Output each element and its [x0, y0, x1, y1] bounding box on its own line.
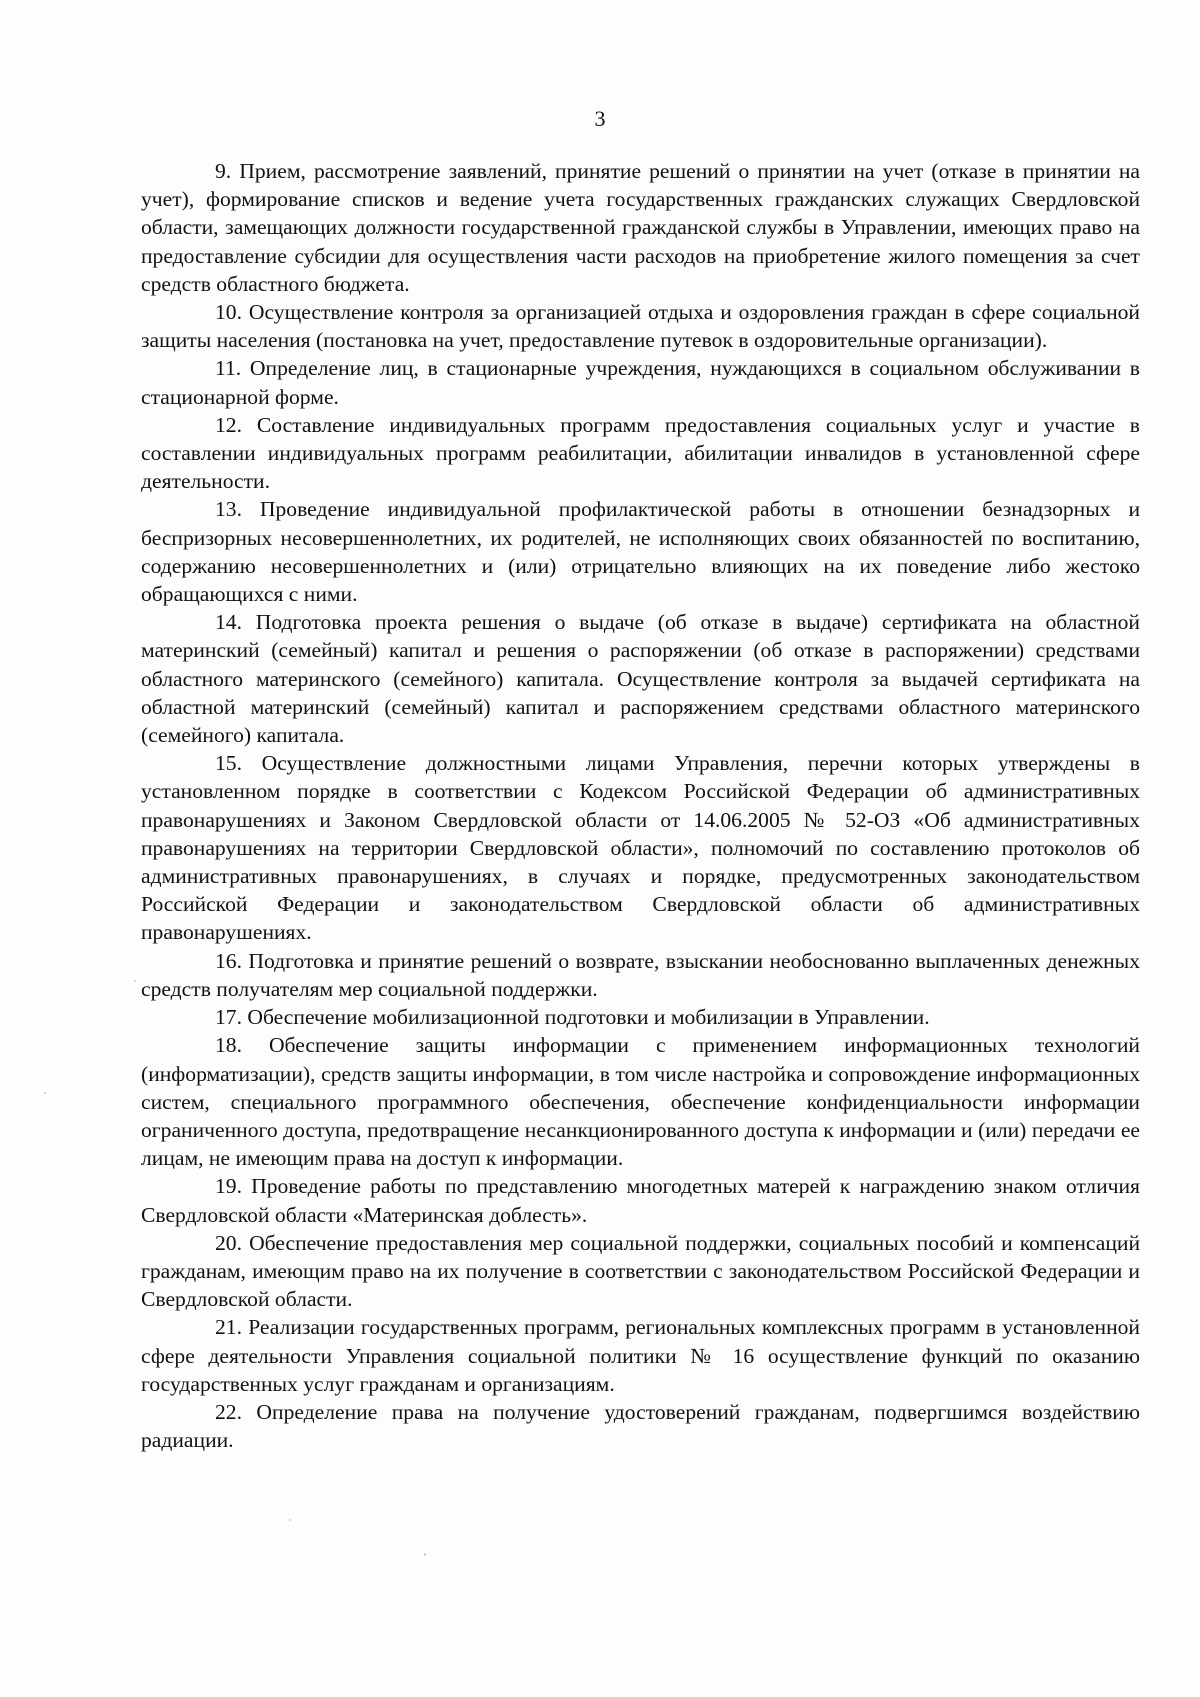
- paragraph-item-13: 13. Проведение индивидуальной профилактической работы в отношении безнадзорных и беспризорных несовершеннолетних, их родителей, не исполняющих своих обязанностей по воспитанию, содержанию несовершеннолетних и (или) отрицательно влияющих на их поведение либо жестоко обращающихся с ними.: [141, 497, 1140, 607]
- paragraph-item-16: 16. Подготовка и принятие решений о возврате, взыскании необоснованно выплаченных денежных средств получателям мер социальной поддержки.: [141, 948, 1140, 1001]
- scan-speck: [134, 980, 136, 982]
- paragraph-item-10: 10. Осуществление контроля за организацией отдыха и оздоровления граждан в сфере социальной защиты населения (постановка на учет, предоставление путевок в оздоровительные организации).: [141, 300, 1140, 353]
- scan-speck: [44, 1092, 46, 1094]
- document-body: [141, 157, 1140, 1454]
- paragraph-item-14: 14. Подготовка проекта решения о выдаче (об отказе в выдаче) сертификата на областной материнский (семейный) капитал и решения о распоряжении (об отказе в распоряжении) средствами областного материнского (семейного) капитала. Осуществление контроля за выдачей сертификата на областной материнский (семейный) капитал и распоряжением средствами областного материнского (семейного) капитала.: [141, 610, 1140, 748]
- scan-speck: [289, 1519, 291, 1521]
- paragraph-item-9: 9. Прием, рассмотрение заявлений, принятие решений о принятии на учет (отказе в принятии на учет), формирование списков и ведение учета государственных гражданских служащих Свердловской области, замещающих должности государственной гражданской службы в Управлении, имеющих право на предоставление субсидии для осуществления части расходов на приобретение жилого помещения за счет средств областного бюджета.: [141, 159, 1140, 296]
- page-number: 3: [594, 106, 606, 131]
- paragraph-item-22: 22. Определение права на получение удостоверений гражданам, подвергшимся воздействию радиации.: [141, 1399, 1140, 1453]
- paragraph-item-20: 20. Обеспечение предоставления мер социальной поддержки, социальных пособий и компенсаций гражданам, имеющим право на их получение в соответствии с законодательством Российской Федерации и Свердловской области.: [141, 1230, 1140, 1312]
- paragraph-item-18: 18. Обеспечение защиты информации с применением информационных технологий (информатизации), средств защиты информации, в том числе настройка и сопровождение информационных систем, специального программного обеспечения, обеспечение конфиденциальности информации ограниченного доступа, предотвращение несанкционированного доступа к информации и (или) передачи ее лицам, не имеющим права на доступ к информации.: [141, 1033, 1140, 1171]
- paragraph-item-15: 15. Осуществление должностными лицами Управления, перечни которых утверждены в установленном порядке в соответствии с Кодексом Российской Федерации об административных правонарушениях и Законом Свердловской области от 14.06.2005 № 52-ОЗ «Об административных правонарушениях на территории Свердловской области», полномочий по составлению протоколов об административных правонарушениях, в случаях и порядке, предусмотренных законодательством Российской Федерации и законодательством Свердловской области об административных правонарушениях.: [141, 751, 1140, 945]
- paragraph-item-17: 17. Обеспечение мобилизационной подготовки и мобилизации в Управлении.: [215, 1005, 930, 1030]
- paragraph-item-21: 21. Реализации государственных программ, региональных комплексных программ в установленной сфере деятельности Управления социальной политики № 16 осуществление функций по оказанию государственных услуг гражданам и организациям.: [141, 1315, 1140, 1396]
- paragraph-item-19: 19. Проведение работы по представлению многодетных матерей к награждению знаком отличия Свердловской области «Материнская доблесть».: [141, 1174, 1140, 1227]
- scan-speck: [424, 1553, 426, 1556]
- paragraph-item-12: 12. Составление индивидуальных программ предоставления социальных услуг и участие в составлении индивидуальных программ реабилитации, абилитации инвалидов в установленной сфере деятельности.: [141, 412, 1140, 494]
- paragraph-item-11: 11. Определение лиц, в стационарные учреждения, нуждающихся в социальном обслуживании в стационарной форме.: [141, 356, 1140, 409]
